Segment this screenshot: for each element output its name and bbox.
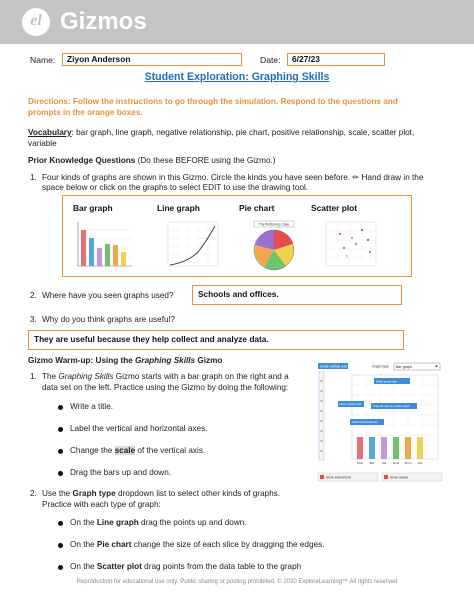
q3-answer-box[interactable]: They are useful because they help collect and analyze data. <box>28 330 404 350</box>
b1-pre: On the <box>70 518 97 527</box>
show-values-label: Show values <box>390 475 409 480</box>
prior-knowledge-note: (Do these BEFORE using the Gizmo.) <box>135 156 276 165</box>
b2-post: change the size of each slice by dragging the edges. <box>131 540 325 549</box>
b1-bold: Line graph <box>96 518 139 527</box>
gizmo-bar-2[interactable] <box>369 437 375 459</box>
logo-mark: el <box>30 12 42 29</box>
gizmo-bar-1[interactable] <box>357 437 363 459</box>
step1-line2: data set on the left. Practice using the Gizmo by doing the following: <box>42 383 289 392</box>
q2-number: 2. <box>30 291 37 300</box>
pie-thumb-title: The Proficiency Cake <box>258 222 290 227</box>
bullet-label-axes: Label the vertical and horizontal axes. <box>70 424 208 433</box>
name-field[interactable]: Ziyon Anderson <box>62 53 242 66</box>
b3-pre: On the <box>70 562 97 571</box>
checkbox-icon <box>384 475 388 479</box>
scale-label: Scale vertical axis <box>320 364 348 369</box>
pie-chart-label: Pie chart <box>239 203 275 213</box>
bar-thumb-2 <box>89 238 94 266</box>
warmup-heading-pre: Gizmo Warm-up: Using the <box>28 356 136 365</box>
gizmo-screenshot[interactable] <box>316 361 446 487</box>
bullet-dot <box>58 543 63 548</box>
vocabulary-list: : bar graph, line graph, negative relationship, pie chart, positive relationship, scale, scatter plot, <box>71 128 415 137</box>
vocabulary-line2: variable <box>28 139 57 148</box>
horizontal-axis-label: Label horizontal axis <box>352 420 378 425</box>
q3-number: 3. <box>30 315 37 324</box>
prior-knowledge-title: Prior Knowledge Questions <box>28 156 136 165</box>
bar-thumb-1 <box>81 230 86 266</box>
pie-chart-thumbnail[interactable] <box>244 218 304 274</box>
scale-word: scale <box>114 446 136 455</box>
bullet-dot <box>58 427 63 432</box>
b1-post: drag the points up and down. <box>138 518 247 527</box>
q1-line1: Four kinds of graphs are shown in this Gizmo. Circle the kinds you have seen before. ✏ Hand draw in the <box>42 173 424 182</box>
line-graph-thumbnail[interactable] <box>160 218 222 274</box>
step2-bold: Graph type <box>72 489 116 498</box>
step1-line1 <box>42 372 289 383</box>
step2-post: dropdown list to select other kinds of graphs. <box>115 489 281 498</box>
footer-copyright: Reproduction for educational use only. Public sharing or posting prohibited. © 2020 ExploreLearning™ All rights reserved <box>76 579 398 585</box>
vertical-axis-label: Label vertical axis <box>339 402 362 407</box>
bar-thumb-6 <box>121 252 126 266</box>
logo-icon <box>22 8 50 36</box>
gizmo-bar-6[interactable] <box>417 437 423 459</box>
bullet-drag-bars: Drag the bars up and down. <box>70 468 172 477</box>
scatter-plot-label: Scatter plot <box>311 203 358 213</box>
category-label: Mnm <box>404 461 412 465</box>
drag-hint-text: Drag the bars to create graph <box>373 404 410 409</box>
warmup-heading-post: Gizmo <box>195 356 223 365</box>
scale-slider[interactable] <box>319 372 324 460</box>
step1-number: 1. <box>30 372 37 381</box>
gizmo-bar-4[interactable] <box>393 437 399 459</box>
step2-line1 <box>42 489 280 500</box>
bullet-dot <box>58 565 63 570</box>
category-label: Hat <box>381 461 387 465</box>
bar-thumb-3 <box>97 248 102 266</box>
warmup-heading <box>28 356 222 367</box>
step1-em: Graphing Skills <box>58 372 114 381</box>
q2-text: Where have you seen graphs used? <box>42 291 174 300</box>
name-label: Name: <box>30 55 56 65</box>
checkbox-icon <box>320 475 324 479</box>
scatter-plot-thumbnail[interactable] <box>318 218 380 274</box>
bullet-change-scale <box>70 446 205 457</box>
bullet-dot <box>58 449 63 454</box>
directions-line2: prompts in the orange boxes. <box>28 108 143 117</box>
directions-line1: Directions: Follow the instructions to go through the simulation. Respond to the questions and <box>28 97 398 106</box>
bar-graph-thumbnail[interactable] <box>70 218 136 274</box>
title-placeholder: Write graph title <box>376 379 397 384</box>
step1-post: Gizmo starts with a bar graph on the right and a <box>113 372 289 381</box>
bullet-scatter-plot <box>70 562 301 573</box>
step1-pre: The <box>42 372 59 381</box>
line-graph-label: Line graph <box>157 203 200 213</box>
bullet-dot <box>58 471 63 476</box>
show-instructions-label: Show instructions <box>326 475 351 480</box>
category-label: Oat <box>417 461 423 465</box>
brand-name: Gizmos <box>60 8 147 35</box>
scale-pre: Change the <box>70 446 115 455</box>
graph-type-label: Graph type <box>372 364 389 369</box>
warmup-heading-em: Graphing Skills <box>135 356 196 365</box>
bullet-line-graph <box>70 518 247 529</box>
bullet-dot <box>58 405 63 410</box>
b3-bold: Scatter plot <box>96 562 142 571</box>
category-label: Bar <box>369 461 375 465</box>
category-label: Hmk <box>392 461 400 465</box>
q2-answer-box[interactable]: Schools and offices. <box>192 285 402 305</box>
vocabulary-label: Vocabulary <box>28 128 72 137</box>
date-label: Date: <box>260 55 281 65</box>
bullet-pie-chart <box>70 540 324 551</box>
b2-bold: Pie chart <box>96 540 132 549</box>
step2-pre: Use the <box>42 489 73 498</box>
scale-post: of the vertical axis. <box>135 446 206 455</box>
page-title: Student Exploration: Graphing Skills <box>144 71 330 83</box>
graph-type-value: Bar graph <box>396 365 412 369</box>
bar-thumb-5 <box>113 245 118 266</box>
bullet-write-title: Write a title. <box>70 402 114 411</box>
date-field[interactable]: 6/27/23 <box>287 53 385 66</box>
bar-thumb-4 <box>105 244 110 266</box>
gizmo-bar-3[interactable] <box>381 437 387 459</box>
step2-number: 2. <box>30 489 37 498</box>
vocabulary-line1 <box>28 128 414 139</box>
category-label: Chip <box>356 461 364 465</box>
bar-graph-label: Bar graph <box>73 203 113 213</box>
header-bar <box>0 0 474 44</box>
q1-number: 1. <box>30 173 37 182</box>
gizmo-bar-5[interactable] <box>405 437 411 459</box>
q1-line2: space below or click on the graphs to select EDIT to use the drawing tool. <box>42 183 309 192</box>
prior-knowledge-heading <box>28 156 276 167</box>
q3-text: Why do you think graphs are useful? <box>42 315 175 324</box>
bullet-dot <box>58 521 63 526</box>
b2-pre: On the <box>70 540 97 549</box>
b3-post: drag points from the data table to the graph <box>141 562 302 571</box>
step2-line2: Practice with each type of graph: <box>42 500 161 509</box>
